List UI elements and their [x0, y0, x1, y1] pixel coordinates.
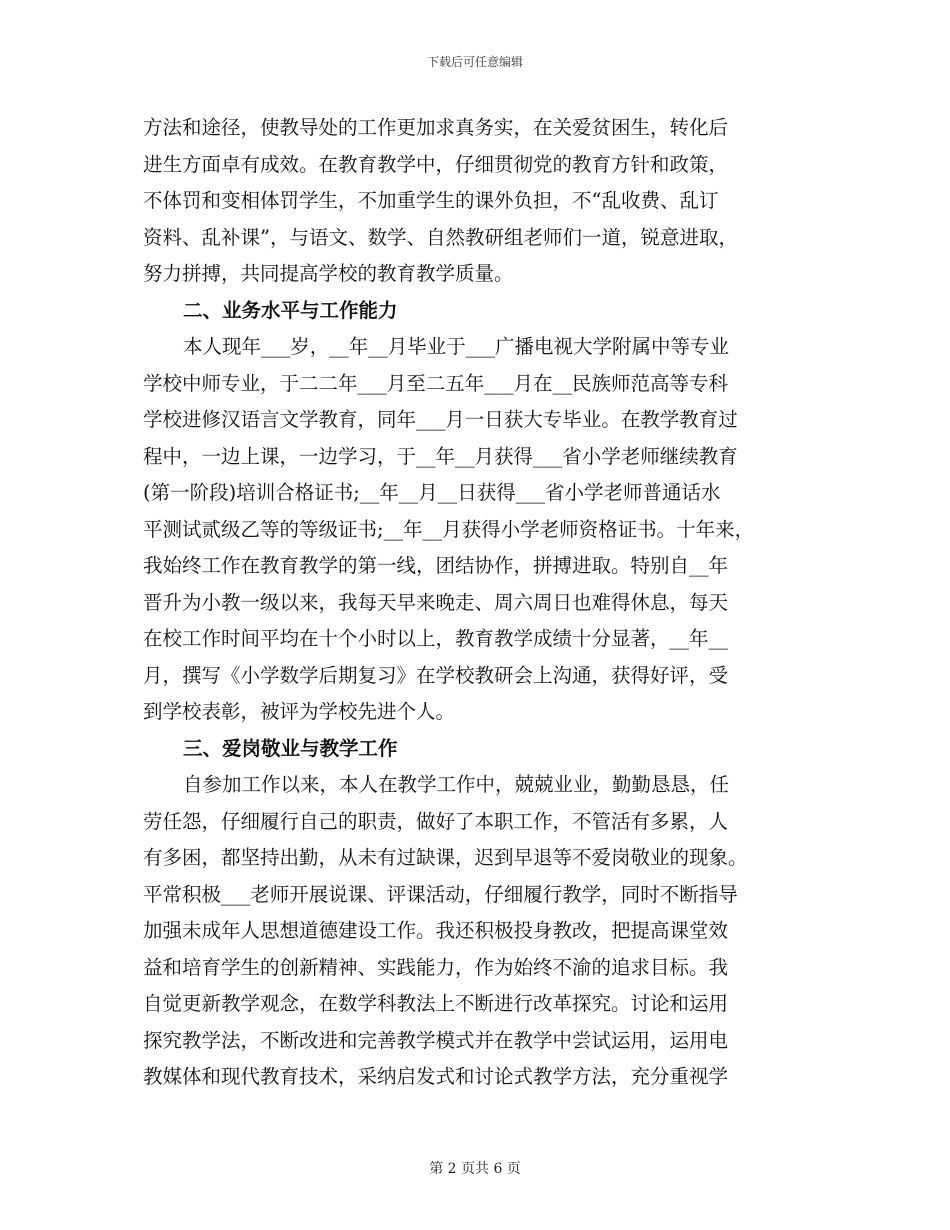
body-line: 不体罚和变相体罚学生，不加重学生的课外负担，不“乱收费、乱订 [143, 189, 719, 212]
body-line: 平测试贰级乙等的等级证书;__年__月获得小学老师资格证书。十年来， [143, 517, 755, 541]
body-line: 加强未成年人思想道德建设工作。我还积极投身教改，把提高课堂效 [143, 919, 729, 942]
body-line: 晋升为小教一级以来，我每天早来晚走、周六周日也难得休息，每天 [143, 590, 729, 614]
body-line: 到学校表彰，被评为学校先进个人。 [143, 700, 456, 723]
body-line: 教媒体和现代教育技术，采纳启发式和讨论式教学方法，充分重视学 [143, 1065, 729, 1088]
body-line: 自觉更新教学观念，在数学科教法上不断进行改革探究。讨论和运用 [143, 992, 729, 1015]
page-header: 下载后可任意编辑 [426, 55, 523, 69]
body-line: 劳任怨，仔细履行自己的职责，做好了本职工作，不管活有多累，人 [143, 809, 729, 833]
body-line: 月，撰写《小学数学后期复习》在学校教研会上沟通，获得好评，受 [143, 663, 729, 687]
body-line: 有多困，都坚持出勤，从未有过缺课，迟到早退等不爱岗敬业的现象。 [143, 846, 748, 869]
section-heading: 三、爱岗敬业与教学工作 [183, 736, 398, 760]
body-line: 学校进修汉语言文学教育，同年___月一日获大专毕业。在教学教育过 [143, 408, 738, 431]
body-line: 平常积极___老师开展说课、评课活动，仔细履行教学，同时不断指导 [143, 882, 738, 906]
body-line: 资料、乱补课”，与语文、数学、自然教研组老师们一道，锐意进取， [143, 225, 738, 249]
body-line: 学校中师专业，于二二年___月至二五年___月在__民族师范高等专科 [143, 371, 729, 395]
document-body [143, 110, 823, 1096]
body-line: 方法和途径，使教导处的工作更加求真务实，在关爱贫困生，转化后 [143, 116, 729, 139]
body-line: 益和培育学生的创新精神、实践能力，作为始终不渝的追求目标。我 [143, 955, 729, 979]
paragraph-first-line: 本人现年___岁，__年__月毕业于___广播电视大学附属中等专业 [183, 335, 730, 358]
body-line: 程中，一边上课，一边学习，于__年__月获得___省小学老师继续教育 [143, 444, 738, 468]
body-line: (第一阶段)培训合格证书;__年__月__日获得___省小学老师普通话水 [143, 481, 721, 504]
body-line: 进生方面卓有成效。在教育教学中，仔细贯彻党的教育方针和政策， [143, 152, 729, 176]
section-heading: 二、业务水平与工作能力 [183, 298, 398, 322]
body-line: 努力拼搏，共同提高学校的教育教学质量。 [143, 262, 514, 285]
page-number-footer: 第 2 页共 6 页 [429, 1161, 521, 1177]
body-line: 在校工作时间平均在十个小时以上，教育教学成绩十分显著，__年__ [143, 627, 729, 650]
body-line: 探究教学法，不断改进和完善教学模式并在教学中尝试运用，运用电 [143, 1028, 729, 1052]
paragraph-first-line: 自参加工作以来，本人在教学工作中，兢兢业业，勤勤恳恳，任 [183, 773, 730, 796]
body-line: 我始终工作在教育教学的第一线，团结协作，拼搏进取。特别自__年 [143, 554, 729, 577]
